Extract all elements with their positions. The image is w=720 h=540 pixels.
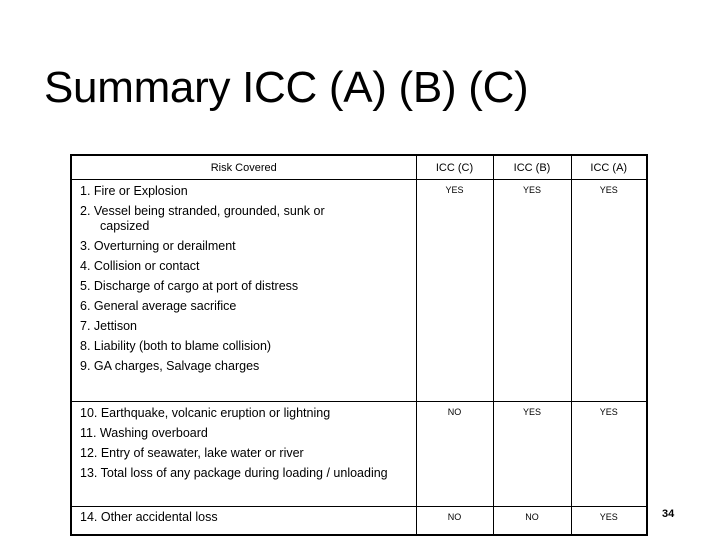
icc-c-value: NO xyxy=(416,402,493,507)
risk-item: 3. Overturning or derailment xyxy=(80,239,236,253)
icc-b-value: NO xyxy=(493,507,571,536)
icc-b-value: YES xyxy=(493,180,571,402)
risk-item: 9. GA charges, Salvage charges xyxy=(80,359,260,373)
icc-a-value: YES xyxy=(571,180,647,402)
risk-coverage-table xyxy=(70,154,648,536)
table-row xyxy=(71,507,647,536)
table-header-row xyxy=(71,155,647,180)
icc-c-value: YES xyxy=(416,180,493,402)
risk-item: 13. Total loss of any package during loading / unloading xyxy=(80,466,388,480)
table-row xyxy=(71,180,647,402)
icc-c-value: NO xyxy=(416,507,493,536)
risk-cell xyxy=(71,507,416,536)
header-risk-covered: Risk Covered xyxy=(71,155,416,180)
header-icc-c: ICC (C) xyxy=(416,155,493,180)
risk-item: 8. Liability (both to blame collision) xyxy=(80,339,272,353)
risk-item: 14. Other accidental loss xyxy=(80,510,218,524)
icc-a-value: YES xyxy=(571,402,647,507)
risk-item: 12. Entry of seawater, lake water or river xyxy=(80,446,304,460)
table-row xyxy=(71,402,647,507)
risk-list xyxy=(72,402,416,485)
slide-title: Summary ICC (A) (B) (C) xyxy=(44,63,529,112)
page-number: 34 xyxy=(662,508,675,520)
icc-b-value: YES xyxy=(493,402,571,507)
risk-list xyxy=(72,180,416,396)
header-icc-a: ICC (A) xyxy=(571,155,647,180)
risk-item: 2. Vessel being stranded, grounded, sunk or capsized xyxy=(80,204,325,233)
risk-cell xyxy=(71,402,416,507)
risk-cell xyxy=(71,180,416,402)
risk-item: 7. Jettison xyxy=(80,319,137,333)
risk-item: 10. Earthquake, volcanic eruption or lightning xyxy=(80,406,331,420)
risk-item: 1. Fire or Explosion xyxy=(80,184,188,198)
risk-item: 6. General average sacrifice xyxy=(80,299,237,313)
header-icc-b: ICC (B) xyxy=(493,155,571,180)
risk-item: 11. Washing overboard xyxy=(80,426,208,440)
icc-a-value: YES xyxy=(571,507,647,536)
risk-list xyxy=(72,507,416,527)
risk-item: 5. Discharge of cargo at port of distress xyxy=(80,279,299,293)
risk-item: 4. Collision or contact xyxy=(80,259,200,273)
risk-item-continuation: capsized xyxy=(100,219,150,233)
